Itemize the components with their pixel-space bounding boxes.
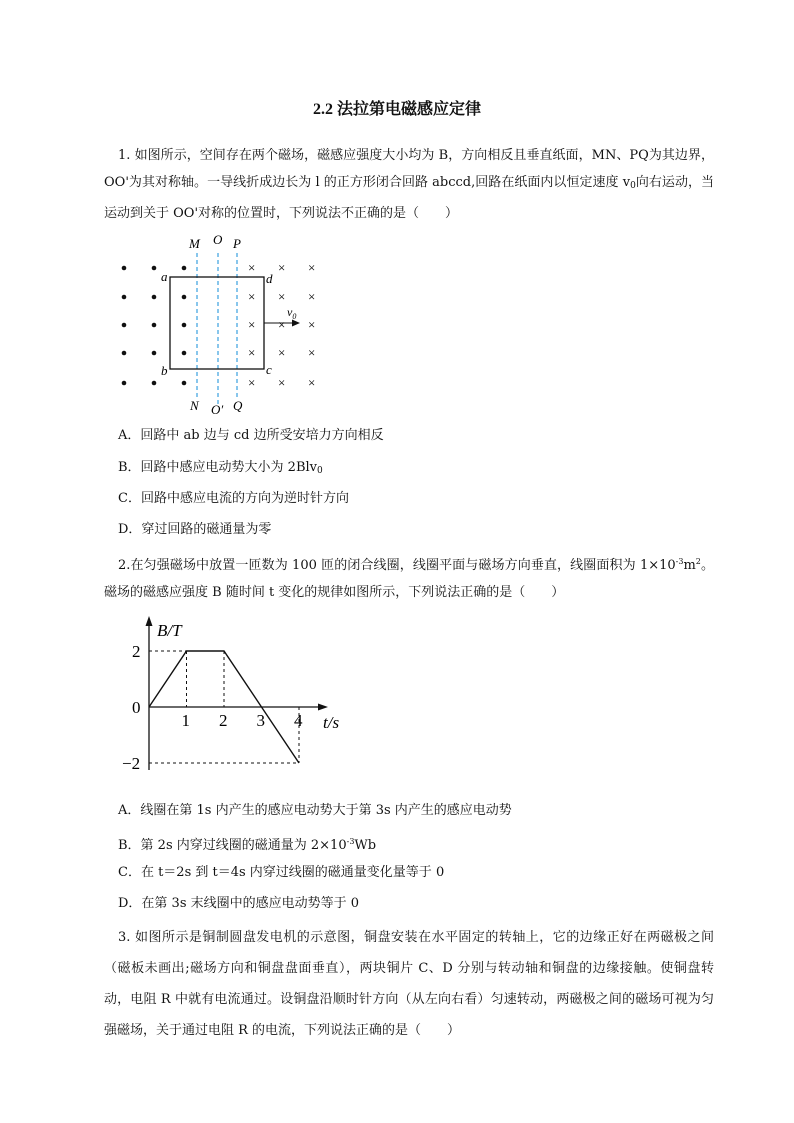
field-cross-1-0: × [248,289,256,304]
q1-option-d[interactable]: D．穿过回路的磁通量为零 [118,522,272,537]
x-axis-label: t/s [323,713,340,732]
field-dot-2-2 [182,323,187,328]
x-tick-4: 4 [294,711,303,730]
y-tick-1: 0 [132,698,141,717]
field-cross-0-2: × [308,260,316,275]
field-dot-3-1 [152,351,157,356]
label-a: a [161,269,168,284]
y-axis-arrow [146,616,153,626]
question-1-text: 1. 如图所示，空间存在两个磁场，磁感应强度大小均为 B，方向相反且垂直纸面，MN、PQ为其边界， OO'为其对称轴。一导线折成边长为 l 的正方形闭合回路 abccd,回路在纸面内以恒定速度 $v_0$向右运动，当运动到关于 OO'对称的位置时，下列说法不正确的是（ ） [104,148,714,221]
b-t-graph [120,612,360,787]
q1-option-b[interactable]: B．回路中感应电动势大小为 2Blv$_0$ [118,460,323,476]
field-dot-0-1 [152,266,157,271]
field-dot-0-0 [122,266,127,271]
field-dot-3-0 [122,351,127,356]
field-cross-3-0: × [248,345,256,360]
field-dot-1-2 [182,295,187,300]
label-N: N [190,398,199,413]
question-2-text: 2.在匀强磁场中放置一匝数为 100 匝的闭合线圈，线圈平面与磁场方向垂直，线圈面积为 $1\times 10^{-3}m^2$。磁场的磁感应强度 B 随时间 t 变化的规律如图所示，下列说法正确的是（ ） [104,557,714,600]
field-dot-2-1 [152,323,157,328]
label-v: $v_0$ [287,305,297,321]
q1-option-c[interactable]: C．回路中感应电流的方向为逆时针方向 [118,491,349,506]
y-tick-0: 2 [132,642,141,661]
field-cross-1-1: × [278,289,286,304]
field-cross-0-1: × [278,260,286,275]
x-tick-1: 1 [181,711,190,730]
field-cross-1-2: × [308,289,316,304]
field-cross-3-1: × [278,345,286,360]
label-O: O [213,232,223,247]
field-dot-4-2 [182,381,187,386]
label-c: c [266,362,272,377]
q1-option-a[interactable]: A．回路中 ab 边与 cd 边所受安培力方向相反 [118,428,384,443]
x-axis-arrow [318,704,328,711]
field-cross-2-1: × [278,317,286,332]
label-d: d [266,271,273,286]
field-dot-3-2 [182,351,187,356]
page-title: 2.2 法拉第电磁感应定律 [312,101,481,118]
field-dot-2-0 [122,323,127,328]
dot-field-region [122,266,187,386]
field-cross-2-0: × [248,317,256,332]
field-cross-4-1: × [278,375,286,390]
field-dot-4-1 [152,381,157,386]
field-cross-4-2: × [308,375,316,390]
field-cross-3-2: × [308,345,316,360]
q2-option-a[interactable]: A．线圈在第 1s 内产生的感应电动势大于第 3s 内产生的感应电动势 [118,803,512,818]
field-cross-0-0: × [248,260,256,275]
x-tick-2: 2 [219,711,228,730]
q2-option-c[interactable]: C．在 t＝2s 到 t＝4s 内穿过线圈的磁通量变化量等于 0 [118,865,445,880]
label-Q: Q [233,398,243,413]
question-3-text: 3. 如图所示是铜制圆盘发电机的示意图，铜盘安装在水平固定的转轴上，它的边缘正好在两磁极之间（磁板未画出;磁场方向和铜盘盘面垂直），两块铜片 C、D 分别与转动轴和铜盘的边缘接触。使铜盘转动，电阻 R 中就有电流通过。设铜盘沿顺时针方向（从左向右看）匀速转动，两磁极之间的磁场可视为匀强磁场，关于通过电阻 R 的电流，下列说法正确的是（ ） [104,930,714,1038]
label-P: P [233,236,241,251]
x-tick-3: 3 [256,711,265,730]
label-O-prime: O′ [211,402,224,417]
y-axis-label: B/T [157,621,182,640]
label-M: M [189,236,200,251]
y-tick-2: −2 [122,754,141,773]
field-cross-4-0: × [248,375,256,390]
label-b: b [161,363,168,378]
q2-option-d[interactable]: D．在第 3s 末线圈中的感应电动势等于 0 [118,896,360,911]
magnetic-field-figure [104,228,344,418]
cross-field-region [248,260,315,390]
field-dot-4-0 [122,381,127,386]
field-cross-2-2: × [308,317,316,332]
field-dot-1-0 [122,295,127,300]
q2-option-b[interactable]: B．第 2s 内穿过线圈的磁通量为 $2\times 10^{-3}Wb$ [118,837,377,853]
field-dot-0-2 [182,266,187,271]
field-dot-1-1 [152,295,157,300]
